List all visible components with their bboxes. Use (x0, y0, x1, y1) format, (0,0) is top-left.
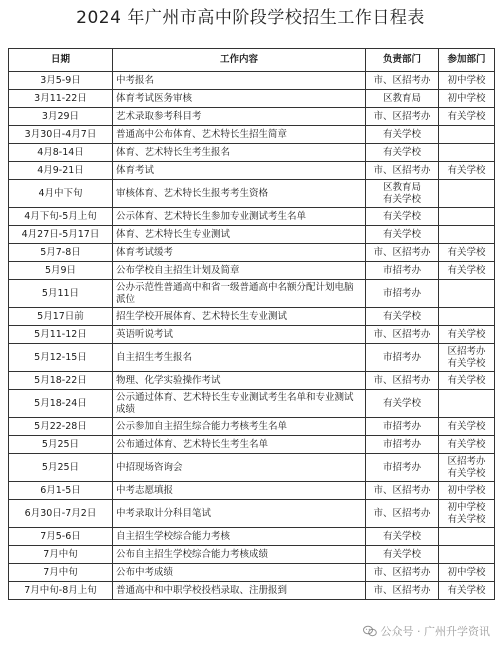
cell-date: 3月11-22日 (9, 90, 113, 108)
cell-participating: 区招考办 有关学校 (439, 454, 495, 482)
cell-responsible: 市、区招考办 (366, 372, 439, 390)
table-row (9, 308, 495, 326)
cell-participating: 初中学校 (439, 90, 495, 108)
cell-responsible: 有关学校 (366, 546, 439, 564)
cell-date: 5月22-28日 (9, 418, 113, 436)
cell-content: 中考志愿填报 (113, 482, 366, 500)
cell-responsible: 市、区招考办 (366, 582, 439, 600)
cell-date: 3月30日-4月7日 (9, 126, 113, 144)
table-row (9, 180, 495, 208)
table-row (9, 162, 495, 180)
cell-content: 公布中考成绩 (113, 564, 366, 582)
cell-content: 中招现场咨询会 (113, 454, 366, 482)
table-row (9, 482, 495, 500)
cell-date: 5月18-22日 (9, 372, 113, 390)
cell-content: 中考报名 (113, 72, 366, 90)
table-row (9, 326, 495, 344)
cell-date: 3月5-9日 (9, 72, 113, 90)
cell-participating (439, 308, 495, 326)
cell-date: 5月12-15日 (9, 344, 113, 372)
table-row (9, 144, 495, 162)
cell-participating: 有关学校 (439, 244, 495, 262)
cell-date: 7月5-6日 (9, 528, 113, 546)
cell-content: 体育、艺术特长生考生报名 (113, 144, 366, 162)
watermark (360, 622, 494, 640)
cell-responsible: 有关学校 (366, 390, 439, 418)
cell-participating: 有关学校 (439, 326, 495, 344)
cell-date: 5月25日 (9, 436, 113, 454)
cell-content: 普通高中和中职学校投档录取、注册报到 (113, 582, 366, 600)
cell-content: 物理、化学实验操作考试 (113, 372, 366, 390)
table-row (9, 546, 495, 564)
cell-date: 4月27日-5月17日 (9, 226, 113, 244)
cell-participating: 有关学校 (439, 582, 495, 600)
page-title: 2024 年广州市高中阶段学校招生工作日程表 (76, 8, 425, 28)
header-participating: 参加部门 (439, 49, 495, 72)
table-row (9, 528, 495, 546)
table-row (9, 582, 495, 600)
table-row (9, 262, 495, 280)
cell-content: 公示通过体育、艺术特长生专业测试考生名单和专业测试成绩 (113, 390, 366, 418)
cell-participating: 有关学校 (439, 162, 495, 180)
cell-content: 体育考试 (113, 162, 366, 180)
cell-participating: 区招考办 有关学校 (439, 344, 495, 372)
cell-participating (439, 208, 495, 226)
cell-date: 7月中旬 (9, 564, 113, 582)
table-row (9, 500, 495, 528)
cell-responsible: 有关学校 (366, 528, 439, 546)
cell-date: 6月1-5日 (9, 482, 113, 500)
table-row (9, 390, 495, 418)
cell-content: 体育、艺术特长生专业测试 (113, 226, 366, 244)
cell-responsible: 市招考办 (366, 454, 439, 482)
schedule-table (8, 48, 495, 600)
cell-responsible: 市招考办 (366, 436, 439, 454)
table-row (9, 226, 495, 244)
table-row (9, 208, 495, 226)
cell-date: 3月29日 (9, 108, 113, 126)
cell-participating: 初中学校 (439, 482, 495, 500)
cell-participating (439, 144, 495, 162)
cell-content: 艺术录取参考科目考 (113, 108, 366, 126)
cell-content: 普通高中公布体育、艺术特长生招生简章 (113, 126, 366, 144)
cell-content: 体育考试缓考 (113, 244, 366, 262)
cell-participating: 初中学校 (439, 72, 495, 90)
cell-participating: 有关学校 (439, 108, 495, 126)
cell-date: 5月7-8日 (9, 244, 113, 262)
cell-responsible: 市、区招考办 (366, 326, 439, 344)
cell-participating (439, 180, 495, 208)
header-responsible: 负责部门 (366, 49, 439, 72)
cell-content: 公示参加自主招生综合能力考核考生名单 (113, 418, 366, 436)
cell-responsible: 市、区招考办 (366, 500, 439, 528)
table-row (9, 344, 495, 372)
cell-content: 审核体育、艺术特长生报考考生资格 (113, 180, 366, 208)
cell-content: 自主招生学校综合能力考核 (113, 528, 366, 546)
cell-participating (439, 226, 495, 244)
header-content: 工作内容 (113, 49, 366, 72)
cell-responsible: 市招考办 (366, 418, 439, 436)
cell-responsible: 有关学校 (366, 226, 439, 244)
cell-content: 公布学校自主招生计划及简章 (113, 262, 366, 280)
cell-date: 6月30日-7月2日 (9, 500, 113, 528)
cell-content: 公布自主招生学校综合能力考核成绩 (113, 546, 366, 564)
cell-participating: 初中学校 (439, 564, 495, 582)
table-row (9, 372, 495, 390)
cell-participating (439, 126, 495, 144)
table-row (9, 90, 495, 108)
cell-responsible: 市、区招考办 (366, 244, 439, 262)
cell-content: 英语听说考试 (113, 326, 366, 344)
cell-responsible: 市、区招考办 (366, 564, 439, 582)
cell-content: 公示体育、艺术特长生参加专业测试考生名单 (113, 208, 366, 226)
table-row (9, 126, 495, 144)
cell-responsible: 市、区招考办 (366, 72, 439, 90)
cell-date: 4月9-21日 (9, 162, 113, 180)
cell-date: 5月17日前 (9, 308, 113, 326)
cell-responsible: 有关学校 (366, 126, 439, 144)
cell-participating: 初中学校 有关学校 (439, 500, 495, 528)
cell-date: 4月中下旬 (9, 180, 113, 208)
cell-responsible: 有关学校 (366, 144, 439, 162)
table-row (9, 418, 495, 436)
table-header-row (9, 49, 495, 72)
cell-participating (439, 390, 495, 418)
header-date: 日期 (9, 49, 113, 72)
cell-participating (439, 528, 495, 546)
cell-date: 5月11日 (9, 280, 113, 308)
cell-date: 5月18-24日 (9, 390, 113, 418)
cell-responsible: 有关学校 (366, 208, 439, 226)
cell-date: 7月中旬-8月上旬 (9, 582, 113, 600)
watermark-text: 公众号 · 广州升学资讯 (380, 625, 490, 638)
cell-participating: 有关学校 (439, 436, 495, 454)
cell-responsible: 市、区招考办 (366, 108, 439, 126)
table-row (9, 564, 495, 582)
table-row (9, 454, 495, 482)
cell-content: 中考录取计分科目笔试 (113, 500, 366, 528)
cell-responsible: 市、区招考办 (366, 162, 439, 180)
cell-participating: 有关学校 (439, 372, 495, 390)
table-row (9, 436, 495, 454)
cell-responsible: 市招考办 (366, 280, 439, 308)
cell-content: 自主招生考生报名 (113, 344, 366, 372)
cell-date: 5月25日 (9, 454, 113, 482)
cell-participating: 有关学校 (439, 262, 495, 280)
table-row (9, 108, 495, 126)
cell-date: 4月下旬-5月上旬 (9, 208, 113, 226)
cell-date: 7月中旬 (9, 546, 113, 564)
cell-content: 公布通过体育、艺术特长生考生名单 (113, 436, 366, 454)
cell-responsible: 市招考办 (366, 262, 439, 280)
cell-responsible: 市、区招考办 (366, 482, 439, 500)
cell-content: 招生学校开展体育、艺术特长生专业测试 (113, 308, 366, 326)
cell-responsible: 市招考办 (366, 344, 439, 372)
cell-responsible: 区教育局 (366, 90, 439, 108)
cell-participating (439, 280, 495, 308)
cell-content: 公办示范性普通高中和省一级普通高中名额分配计划电脑派位 (113, 280, 366, 308)
table-body (9, 72, 495, 600)
cell-date: 5月9日 (9, 262, 113, 280)
cell-date: 5月11-12日 (9, 326, 113, 344)
cell-responsible: 有关学校 (366, 308, 439, 326)
cell-responsible: 区教育局 有关学校 (366, 180, 439, 208)
table-row (9, 244, 495, 262)
table-row (9, 72, 495, 90)
cell-participating: 有关学校 (439, 418, 495, 436)
cell-date: 4月8-14日 (9, 144, 113, 162)
table-row (9, 280, 495, 308)
cell-participating (439, 546, 495, 564)
wechat-icon (363, 625, 377, 637)
cell-content: 体育考试医务审核 (113, 90, 366, 108)
